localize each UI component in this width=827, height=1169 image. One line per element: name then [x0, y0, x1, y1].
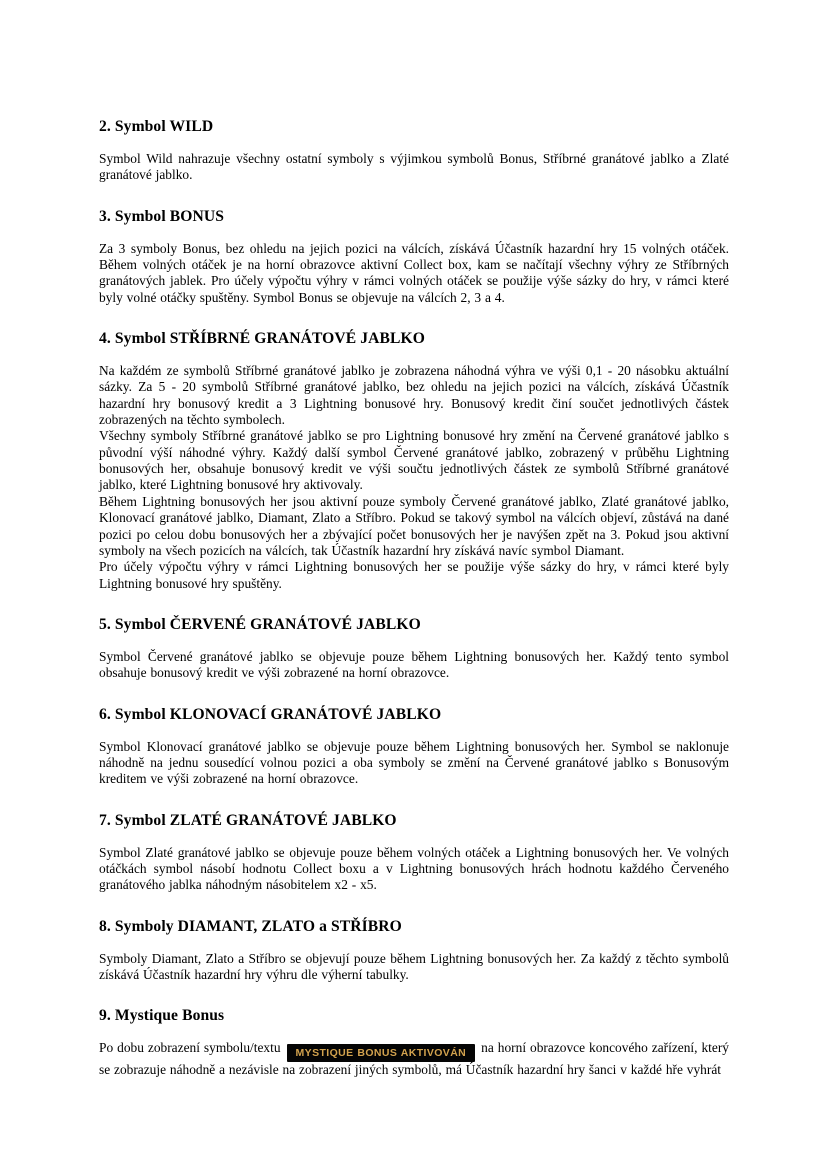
paragraph — [99, 363, 729, 428]
mystique-bonus-activated-badge: MYSTIQUE BONUS AKTIVOVÁN — [287, 1044, 476, 1062]
section-heading: 7. Symbol ZLATÉ GRANÁTOVÉ JABLKO — [99, 811, 397, 829]
section-heading: 4. Symbol STŘÍBRNÉ GRANÁTOVÉ JABLKO — [99, 330, 425, 348]
paragraph — [99, 1040, 729, 1078]
paragraph — [99, 151, 729, 184]
paragraph — [99, 494, 729, 559]
text-run: Symbol Červené granátové jablko se objevuje pouze během Lightning bonusových her. Každý tento symbol obsahuje bonusový kredit ve výši zobrazené na horní obrazovce. — [99, 648, 729, 681]
text-run: Symbol Klonovací granátové jablko se objevuje pouze během Lightning bonusových her. Symbol se naklonuje náhodně na jednu sousedící volnou pozici a oba symboly se změní na Červené granátové jablko s Bonusovým kreditem ve výši zobrazené na horní obrazovce. — [99, 738, 729, 787]
paragraph — [99, 845, 729, 894]
section-heading: 9. Mystique Bonus — [99, 1007, 225, 1025]
text-run: Na každém ze symbolů Stříbrné granátové jablko je zobrazena náhodná výhra ve výši 0,1 - 20 násobku aktuální sázky. Za 5 - 20 symbolů Stříbrné granátové jablko, bez ohledu na jejich pozici na válcích, získává Účastník hazardní hry bonusový kredit a 3 Lightning bonusové hry. Bonusový kredit činí součet jednotlivých částek zobrazených na těchto symbolech. — [99, 363, 729, 428]
section — [99, 917, 729, 984]
section — [99, 615, 729, 682]
paragraph — [99, 951, 729, 984]
section-heading: 6. Symbol KLONOVACÍ GRANÁTOVÉ JABLKO — [99, 705, 442, 723]
paragraph — [99, 428, 729, 493]
text-run: na horní obrazovce koncového zařízení, který se zobrazuje náhodně a nezávisle na zobrazení jiných symbolů, má Účastník hazardní hry šanci v každé hře vyhrát — [99, 1040, 729, 1078]
text-run: Symboly Diamant, Zlato a Stříbro se objevují pouze během Lightning bonusových her. Za každý z těchto symbolů získává Účastník hazardní hry výhru dle výherní tabulky. — [99, 950, 729, 982]
paragraph — [99, 559, 729, 592]
section — [99, 811, 729, 894]
section — [99, 329, 729, 592]
text-run: Během Lightning bonusových her jsou aktivní pouze symboly Červené granátové jablko, Zlaté granátové jablko, Klonovací granátové jablko, Diamant, Zlato a Stříbro. Pokud se takový symbol na válcích objeví, zůstává na dané pozici po celou dobu bonusových her a zbývající počet bonusových her je navýšen zpět na 3. Pokud jsou aktivní symboly na všech pozicích na válcích, tak Účastník hazardní hry získává navíc symbol Diamant. — [99, 493, 729, 558]
text-run: Po dobu zobrazení symbolu/textu — [99, 1040, 285, 1056]
text-run: Pro účely výpočtu výhry v rámci Lightning bonusových her se použije výše sázky do hry, v rámci které byly Lightning bonusové hry spuštěny. — [99, 559, 729, 591]
paragraph — [99, 739, 729, 788]
section-heading: 2. Symbol WILD — [99, 118, 214, 135]
document-content — [99, 117, 729, 1079]
text-run: Symbol Wild nahrazuje všechny ostatní symboly s výjimkou symbolů Bonus, Stříbrné granátové jablko a Zlaté granátové jablko. — [99, 151, 729, 183]
text-run: Symbol Zlaté granátové jablko se objevuje pouze během volných otáček a Lightning bonusových her. Ve volných otáčkách symbol násobí hodnotu Collect boxu a v Lightning bonusových hrách hodnotu každého Červeného granátového jablka náhodným násobitelem x2 - x5. — [99, 844, 729, 893]
section-heading: 5. Symbol ČERVENÉ GRANÁTOVÉ JABLKO — [99, 615, 421, 633]
paragraph — [99, 649, 729, 682]
text-run: Všechny symboly Stříbrné granátové jablko se pro Lightning bonusové hry změní na Červené granátové jablko s původní výší náhodné výhry. Každý další symbol Červené granátové jablko, zobrazený v průběhu Lightning bonusových her, obsahuje bonusový kredit ve výši součtu jednotlivých částek ze symbolů Stříbrné granátové jablko, které Lightning bonusové hry aktivovaly. — [99, 428, 729, 493]
section — [99, 207, 729, 306]
section-heading: 8. Symboly DIAMANT, ZLATO a STŘÍBRO — [99, 917, 402, 935]
section-heading: 3. Symbol BONUS — [99, 207, 224, 225]
section — [99, 1006, 729, 1078]
paragraph — [99, 241, 729, 306]
section — [99, 705, 729, 788]
section — [99, 117, 729, 184]
text-run: Za 3 symboly Bonus, bez ohledu na jejich pozici na válcích, získává Účastník hazardní hry 15 volných otáček. Během volných otáček je na horní obrazovce aktivní Collect box, kam se načítají všechny výhry ze Stříbrných granátových jablek. Pro účely výpočtu výhry v rámci volných otáček se použije výše sázky do hry, v rámci které byly volné otáčky spuštěny. Symbol Bonus se objevuje na válcích 2, 3 a 4. — [99, 240, 729, 305]
